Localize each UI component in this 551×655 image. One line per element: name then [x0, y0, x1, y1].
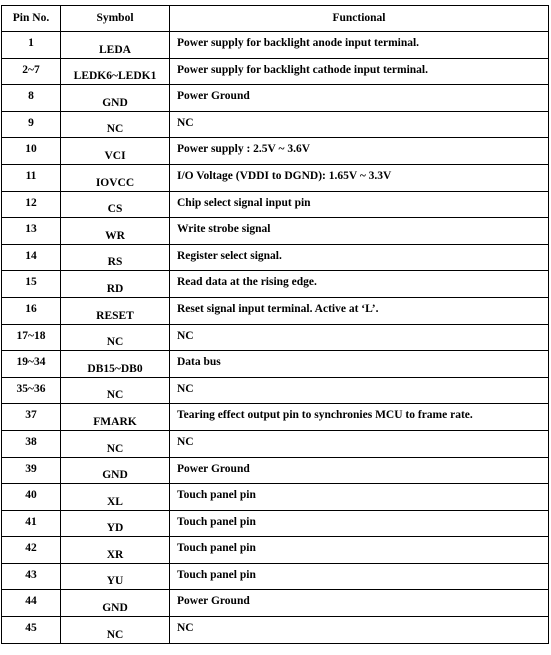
table-row	[2, 324, 549, 351]
pin-number-cell: 17~18	[2, 324, 61, 351]
table-row	[2, 244, 549, 271]
symbol-cell: WR	[61, 218, 170, 245]
pin-number-cell: 41	[2, 510, 61, 537]
symbol-cell: GND	[61, 85, 170, 112]
pin-number-cell: 19~34	[2, 351, 61, 378]
pin-number-cell: 14	[2, 244, 61, 271]
function-cell: Touch panel pin	[170, 563, 549, 590]
table-row	[2, 377, 549, 404]
pin-assignment-table	[1, 5, 549, 644]
function-cell: NC	[170, 324, 549, 351]
table-row	[2, 85, 549, 112]
symbol-cell: NC	[61, 111, 170, 138]
function-cell: Power supply for backlight cathode input terminal.	[170, 58, 549, 85]
pin-number-cell: 1	[2, 32, 61, 59]
table-row	[2, 617, 549, 644]
symbol-cell: NC	[61, 430, 170, 457]
pin-number-cell: 44	[2, 590, 61, 617]
function-cell: Tearing effect output pin to synchronies MCU to frame rate.	[170, 404, 549, 431]
table-row	[2, 510, 549, 537]
table-row	[2, 351, 549, 378]
symbol-cell: IOVCC	[61, 164, 170, 191]
function-cell: Power Ground	[170, 457, 549, 484]
symbol-cell: CS	[61, 191, 170, 218]
header-functional: Functional	[170, 6, 549, 32]
table-row	[2, 563, 549, 590]
function-cell: Touch panel pin	[170, 510, 549, 537]
function-cell: NC	[170, 430, 549, 457]
symbol-cell: FMARK	[61, 404, 170, 431]
function-cell: Touch panel pin	[170, 537, 549, 564]
pin-number-cell: 9	[2, 111, 61, 138]
function-cell: Power Ground	[170, 590, 549, 617]
table-header-row	[2, 6, 549, 32]
function-cell: Read data at the rising edge.	[170, 271, 549, 298]
symbol-cell: YD	[61, 510, 170, 537]
pin-number-cell: 40	[2, 484, 61, 511]
function-cell: Reset signal input terminal. Active at ‘L’.	[170, 297, 549, 324]
symbol-cell: RS	[61, 244, 170, 271]
function-cell: NC	[170, 377, 549, 404]
symbol-cell: VCI	[61, 138, 170, 165]
function-cell: NC	[170, 111, 549, 138]
function-cell: Power Ground	[170, 85, 549, 112]
pin-number-cell: 10	[2, 138, 61, 165]
table-row	[2, 191, 549, 218]
pin-number-cell: 42	[2, 537, 61, 564]
pin-number-cell: 11	[2, 164, 61, 191]
pin-number-cell: 13	[2, 218, 61, 245]
table-body	[2, 32, 549, 644]
symbol-cell: DB15~DB0	[61, 351, 170, 378]
symbol-cell: GND	[61, 457, 170, 484]
table-row	[2, 32, 549, 59]
function-cell: Write strobe signal	[170, 218, 549, 245]
function-cell: Touch panel pin	[170, 484, 549, 511]
symbol-cell: XR	[61, 537, 170, 564]
header-pin-no: Pin No.	[2, 6, 61, 32]
table-row	[2, 58, 549, 85]
pin-number-cell: 8	[2, 85, 61, 112]
pin-number-cell: 37	[2, 404, 61, 431]
table-row	[2, 430, 549, 457]
table-row	[2, 111, 549, 138]
pin-number-cell: 15	[2, 271, 61, 298]
function-cell: Power supply for backlight anode input terminal.	[170, 32, 549, 59]
symbol-cell: YU	[61, 563, 170, 590]
symbol-cell: NC	[61, 617, 170, 644]
function-cell: Chip select signal input pin	[170, 191, 549, 218]
pin-number-cell: 38	[2, 430, 61, 457]
symbol-cell: NC	[61, 324, 170, 351]
pin-number-cell: 45	[2, 617, 61, 644]
header-symbol: Symbol	[61, 6, 170, 32]
function-cell: Register select signal.	[170, 244, 549, 271]
pin-number-cell: 2~7	[2, 58, 61, 85]
table-row	[2, 218, 549, 245]
table-row	[2, 537, 549, 564]
symbol-cell: GND	[61, 590, 170, 617]
table-row	[2, 138, 549, 165]
symbol-cell: LEDA	[61, 32, 170, 59]
function-cell: I/O Voltage (VDDI to DGND): 1.65V ~ 3.3V	[170, 164, 549, 191]
pin-number-cell: 43	[2, 563, 61, 590]
symbol-cell: RESET	[61, 297, 170, 324]
function-cell: NC	[170, 617, 549, 644]
table-row	[2, 271, 549, 298]
table-row	[2, 484, 549, 511]
symbol-cell: XL	[61, 484, 170, 511]
function-cell: Power supply : 2.5V ~ 3.6V	[170, 138, 549, 165]
table-row	[2, 297, 549, 324]
symbol-cell: NC	[61, 377, 170, 404]
symbol-cell: LEDK6~LEDK1	[61, 58, 170, 85]
pin-number-cell: 12	[2, 191, 61, 218]
table-row	[2, 164, 549, 191]
pin-number-cell: 35~36	[2, 377, 61, 404]
function-cell: Data bus	[170, 351, 549, 378]
table-row	[2, 404, 549, 431]
table-row	[2, 457, 549, 484]
symbol-cell: RD	[61, 271, 170, 298]
pin-number-cell: 16	[2, 297, 61, 324]
table-row	[2, 590, 549, 617]
pin-number-cell: 39	[2, 457, 61, 484]
